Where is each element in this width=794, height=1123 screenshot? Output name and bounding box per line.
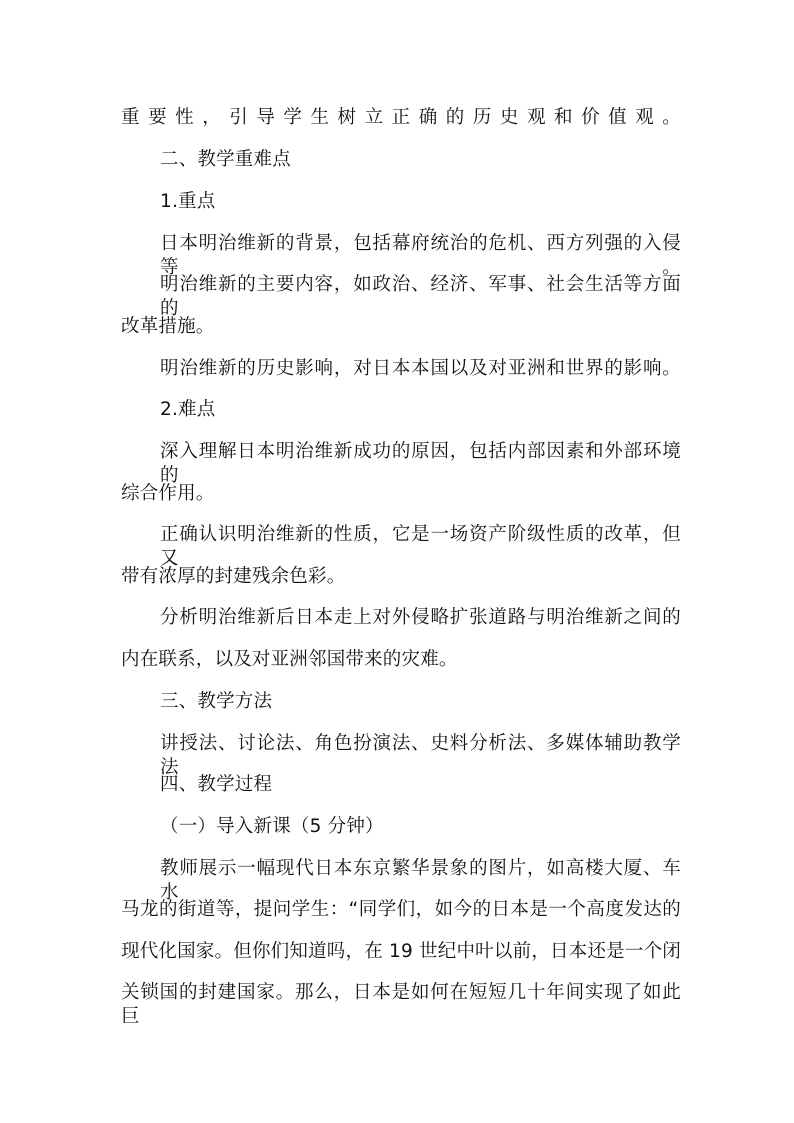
paragraph-line: 内在联系，以及对亚洲邻国带来的灾难。 — [121, 649, 458, 670]
subsection-heading: 2.难点 — [160, 399, 216, 420]
paragraph-line: 明治维新的历史影响，对日本本国以及对亚洲和世界的影响。 — [160, 358, 681, 379]
paragraph-line: 日本明治维新的背景，包括幕府统治的危机、西方列强的入侵等。 — [160, 233, 681, 278]
subsection-heading: （一）导入新课（5 分钟） — [160, 816, 384, 837]
paragraph-line: 深入理解日本明治维新成功的原因，包括内部因素和外部环境的 — [160, 441, 681, 486]
paragraph-line: 教师展示一幅现代日本东京繁华景象的图片，如高楼大厦、车水 — [160, 858, 681, 903]
paragraph-line: 马龙的街道等，提问学生：“同学们，如今的日本是一个高度发达的 — [121, 899, 681, 920]
paragraph-line: 关锁国的封建国家。那么，日本是如何在短短几十年间实现了如此巨 — [121, 982, 681, 1027]
paragraph-line: 正确认识明治维新的性质，它是一场资产阶级性质的改革，但又 — [160, 524, 681, 569]
paragraph-line: 带有浓厚的封建残余色彩。 — [121, 566, 346, 587]
paragraph-line: 明治维新的主要内容，如政治、经济、军事、社会生活等方面的 — [160, 274, 681, 319]
section-heading: 三、教学方法 — [160, 691, 273, 712]
paragraph-line: 现代化国家。但你们知道吗，在 19 世纪中叶以前，日本还是一个闭 — [121, 941, 681, 962]
paragraph-line: 重要性，引导学生树立正确的历史观和价值观。 — [121, 107, 681, 128]
paragraph-line: 改革措施。 — [121, 316, 215, 337]
section-heading: 四、教学过程 — [160, 774, 273, 795]
section-heading: 二、教学重难点 — [160, 149, 291, 170]
subsection-heading: 1.重点 — [160, 191, 216, 212]
paragraph-line: 讲授法、讨论法、角色扮演法、史料分析法、多媒体辅助教学法 — [160, 733, 681, 778]
paragraph-line: 综合作用。 — [121, 483, 215, 504]
paragraph-line: 分析明治维新后日本走上对外侵略扩张道路与明治维新之间的 — [160, 607, 681, 628]
